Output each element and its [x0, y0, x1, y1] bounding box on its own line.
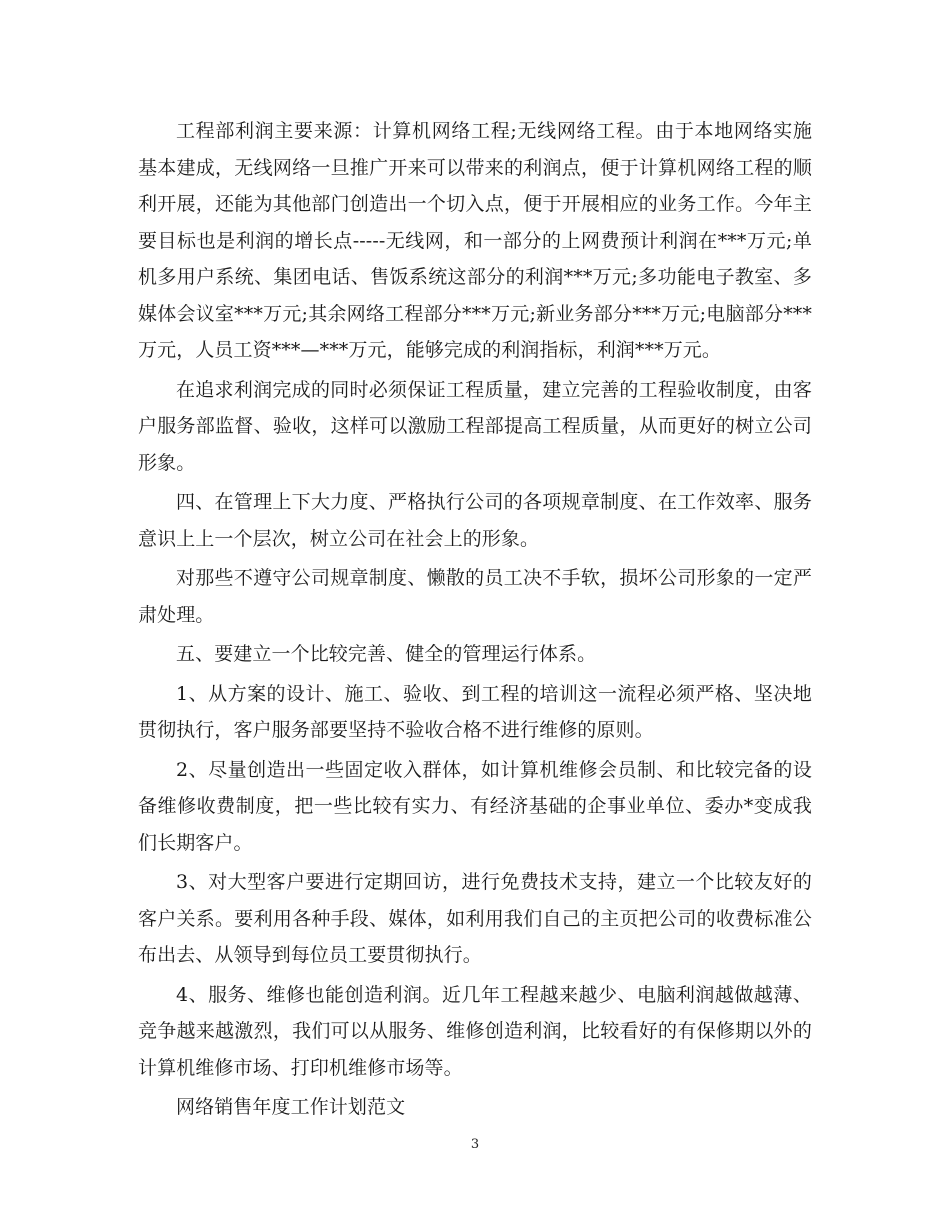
paragraph-item-1: 1、从方案的设计、施工、验收、到工程的培训这一流程必须严格、坚决地贯彻执行，客户服务部要坚持不验收合格不进行维修的原则。 — [138, 682, 812, 741]
paragraph-item-2: 2、尽量创造出一些固定收入群体，如计算机维修会员制、和比较完备的设备维修收费制度，把一些比较有实力、有经济基础的企事业单位、委办*变成我们长期客户。 — [138, 758, 812, 854]
document-body — [138, 113, 812, 1129]
paragraph-discipline: 对那些不遵守公司规章制度、懒散的员工决不手软，损坏公司形象的一定严肃处理。 — [138, 567, 812, 626]
paragraph-section-four: 四、在管理上下大力度、严格执行公司的各项规章制度、在工作效率、服务意识上上一个层次，树立公司在社会上的形象。 — [138, 491, 812, 550]
page-number: 3 — [470, 1137, 480, 1152]
paragraph-quality-assurance: 在追求利润完成的同时必须保证工程质量，建立完善的工程验收制度，由客户服务部监督、验收，这样可以激励工程部提高工程质量，从而更好的树立公司形象。 — [138, 378, 812, 474]
paragraph-heading-sample: 网络销售年度工作计划范文 — [176, 1096, 406, 1118]
paragraph-item-3: 3、对大型客户要进行定期回访，进行免费技术支持，建立一个比较友好的客户关系。要利用各种手段、媒体，如利用我们自己的主页把公司的收费标准公布出去、从领导到每位员工要贯彻执行。 — [138, 871, 812, 966]
paragraph-item-4: 4、服务、维修也能创造利润。近几年工程越来越少、电脑利润越做越薄、竞争越来越激烈，我们可以从服务、维修创造利润，比较看好的有保修期以外的计算机维修市场、打印机维修市场等。 — [138, 983, 812, 1079]
paragraph-engineering-profit: 工程部利润主要来源：计算机网络工程;无线网络工程。由于本地网络实施基本建成，无线网络一旦推广开来可以带来的利润点，便于计算机网络工程的顺利开展，还能为其他部门创造出一个切入点，便于开展相应的业务工作。今年主要目标也是利润的增长点-----无线网，和一部分的上网费预计利润在***万元;单机多用户系统、集团电话、售饭系统这部分的利润***万元;多功能电子教室、多媒体会议室***万元;其余网络工程部分***万元;新业务部分***万元;电脑部分***万元，人员工资***—***万元，能够完成的利润指标，利润***万元。 — [138, 120, 812, 361]
paragraph-section-five: 五、要建立一个比较完善、健全的管理运行体系。 — [176, 643, 597, 665]
